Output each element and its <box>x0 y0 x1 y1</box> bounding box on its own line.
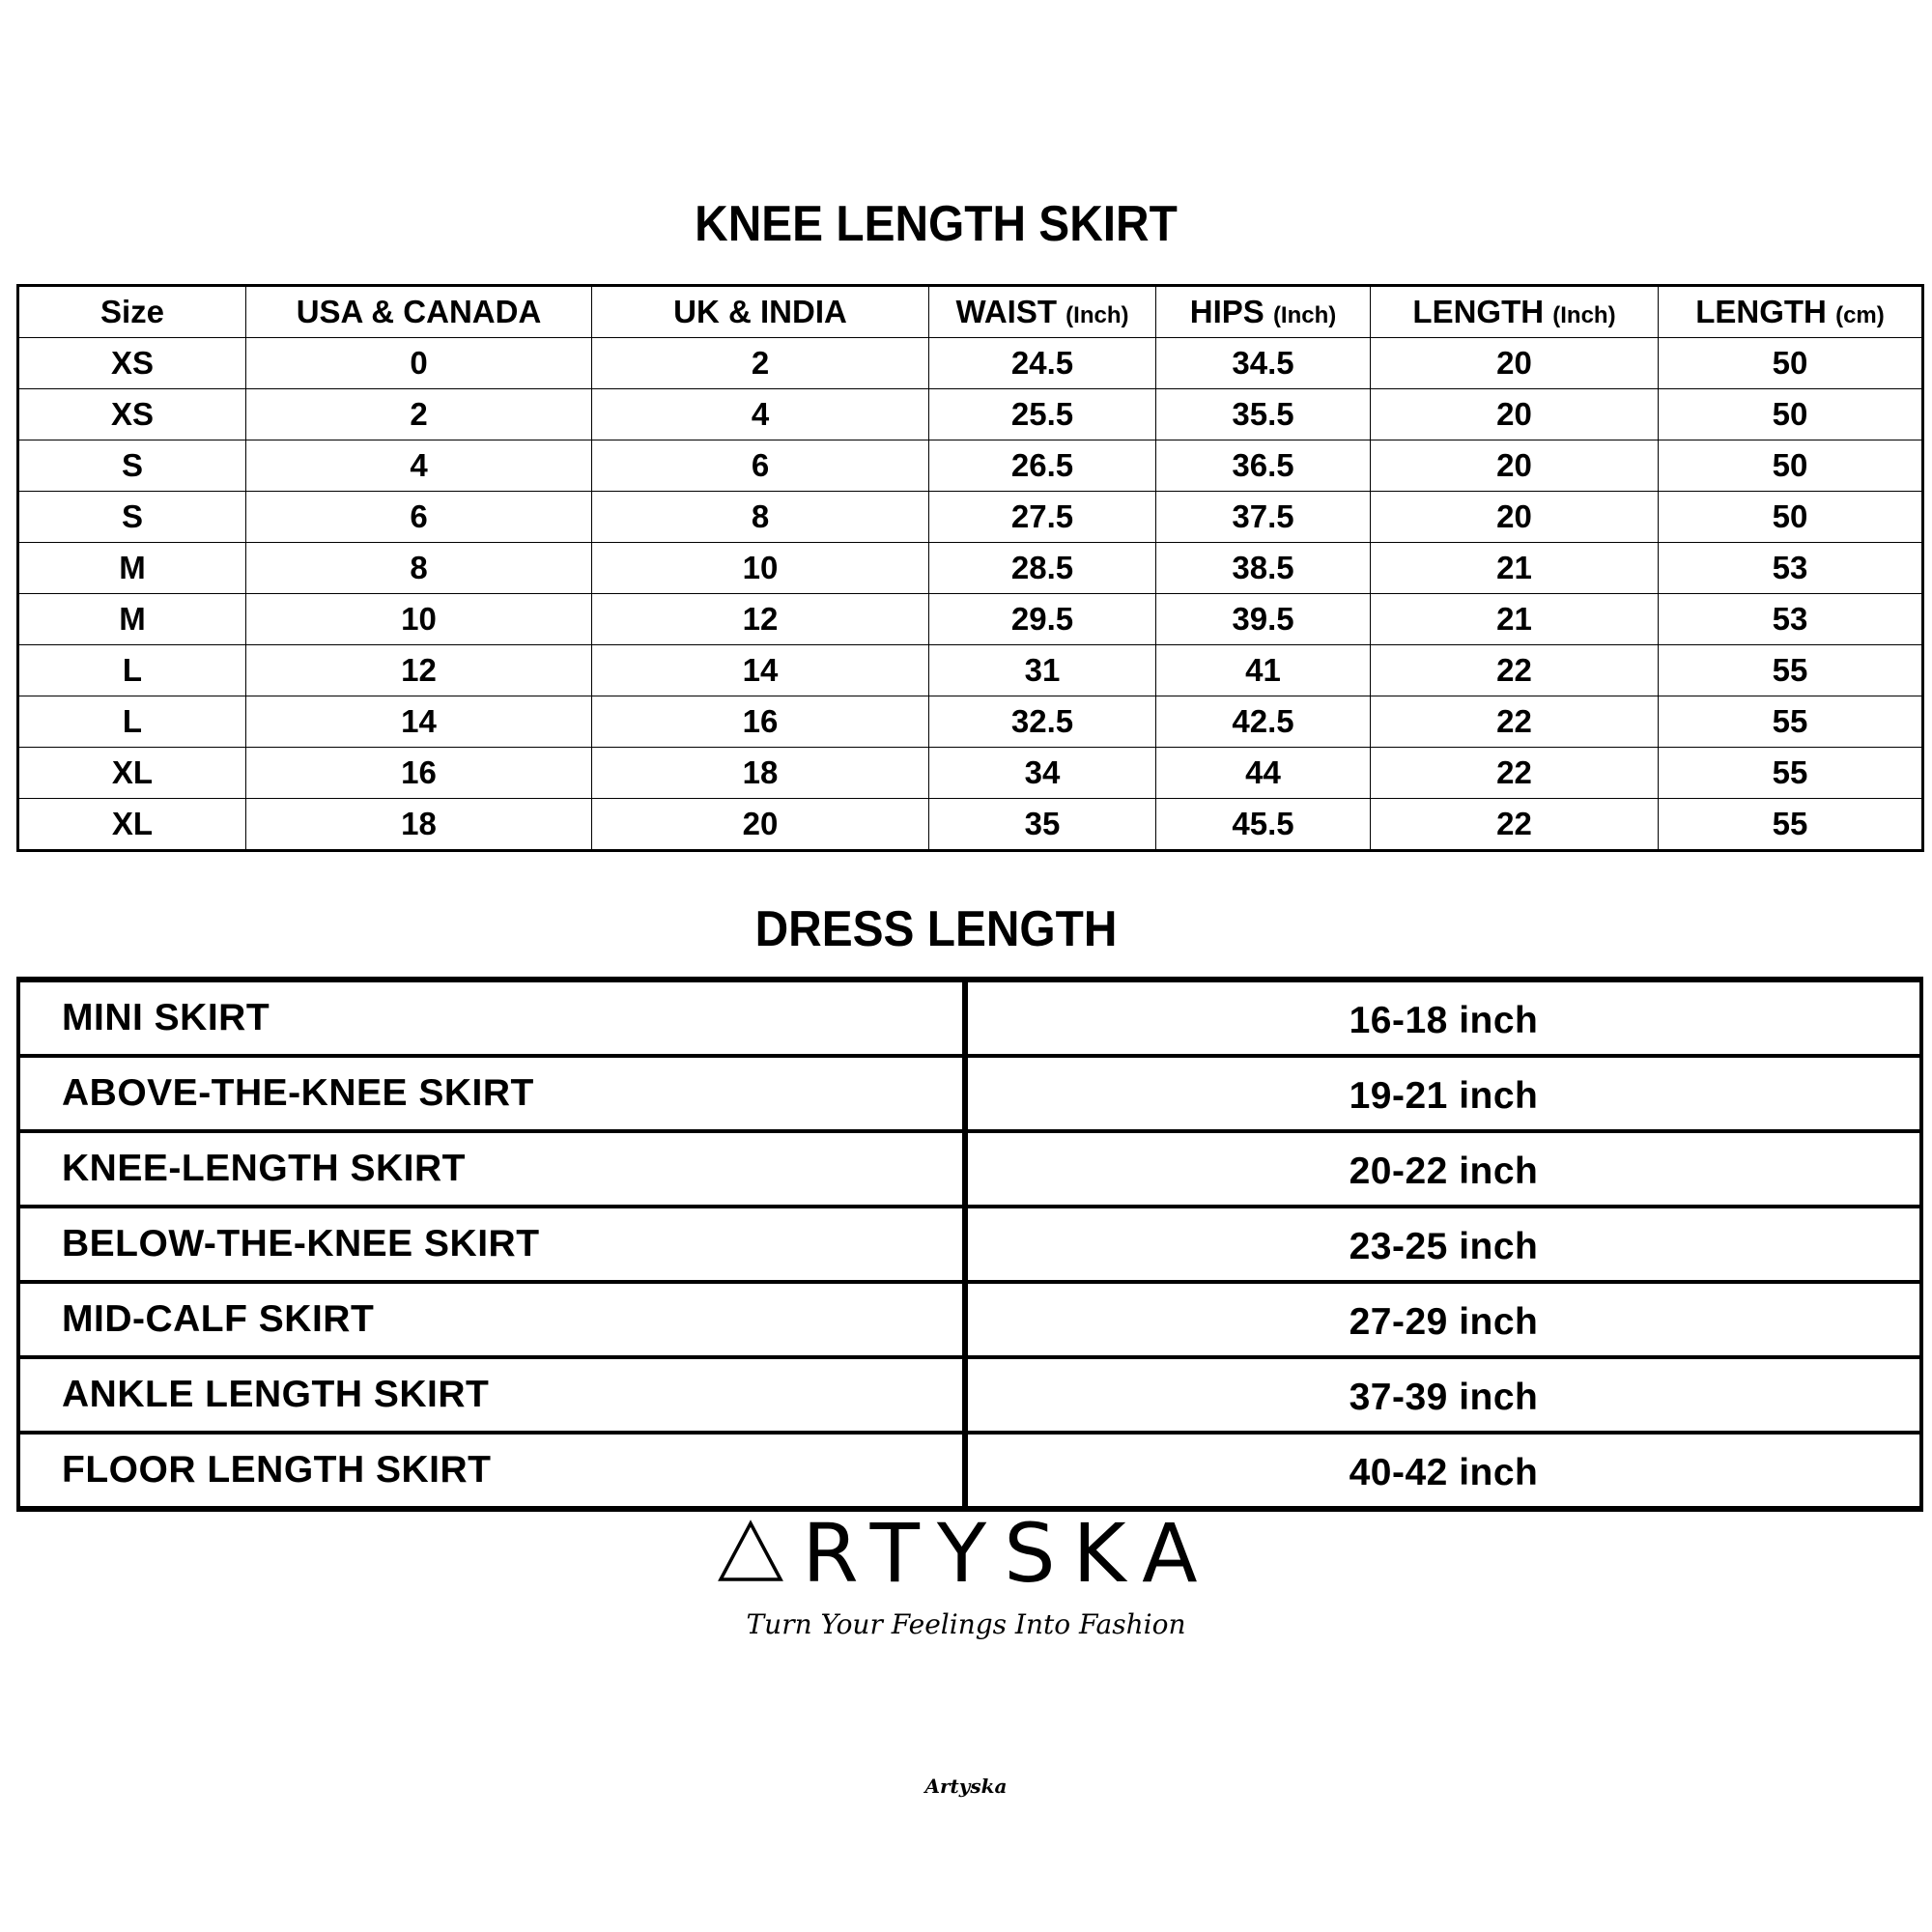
table-cell: 38.5 <box>1156 543 1371 594</box>
table-cell: 12 <box>592 594 929 645</box>
table-cell: 41 <box>1156 645 1371 696</box>
table-cell: XS <box>18 338 246 389</box>
length-value-cell: 27-29 inch <box>965 1282 1921 1357</box>
table-cell: 44 <box>1156 748 1371 799</box>
table-cell: 2 <box>246 389 592 440</box>
logo-triangle-a-icon <box>717 1520 784 1581</box>
table-cell: 22 <box>1371 696 1659 748</box>
length-value-cell: 20-22 inch <box>965 1131 1921 1207</box>
length-value-cell: 40-42 inch <box>965 1433 1921 1509</box>
table-cell: 34.5 <box>1156 338 1371 389</box>
table-cell: 10 <box>246 594 592 645</box>
table-cell: 34 <box>929 748 1156 799</box>
table-cell: 8 <box>592 492 929 543</box>
table-cell: 20 <box>1371 389 1659 440</box>
header-label: USA & CANADA <box>296 294 542 329</box>
table-cell: 29.5 <box>929 594 1156 645</box>
table-cell: 32.5 <box>929 696 1156 748</box>
table-cell: 14 <box>592 645 929 696</box>
table-cell: 22 <box>1371 645 1659 696</box>
table-row <box>18 440 1923 492</box>
length-name-cell: ANKLE LENGTH SKIRT <box>18 1357 965 1433</box>
header-label: Size <box>99 294 165 329</box>
table-cell: 55 <box>1659 748 1923 799</box>
table-cell: M <box>18 594 246 645</box>
length-value-cell: 19-21 inch <box>965 1056 1921 1131</box>
table-row <box>18 696 1923 748</box>
table-cell: 22 <box>1371 748 1659 799</box>
table-cell: 42.5 <box>1156 696 1371 748</box>
brand-tagline: Turn Your Feelings Into Fashion <box>746 1608 1186 1640</box>
brand-watermark: Artyska <box>924 1775 1008 1798</box>
header-label: WAIST <box>955 294 1057 329</box>
length-row <box>18 1056 1921 1131</box>
table-row <box>18 492 1923 543</box>
table-cell: 55 <box>1659 799 1923 851</box>
table-cell: XS <box>18 389 246 440</box>
table-cell: S <box>18 440 246 492</box>
table-cell: 8 <box>246 543 592 594</box>
table-row <box>18 338 1923 389</box>
length-value-cell: 37-39 inch <box>965 1357 1921 1433</box>
table-cell: 18 <box>592 748 929 799</box>
table-cell: 26.5 <box>929 440 1156 492</box>
size-chart-header-cell <box>1156 286 1371 338</box>
length-row <box>18 980 1921 1056</box>
size-chart-header-cell <box>246 286 592 338</box>
length-chart-title: DRESS LENGTH <box>754 901 1118 957</box>
header-unit: (cm) <box>1835 302 1885 328</box>
table-cell: S <box>18 492 246 543</box>
length-row <box>18 1131 1921 1207</box>
length-row <box>18 1433 1921 1509</box>
length-row <box>18 1282 1921 1357</box>
table-cell: 55 <box>1659 696 1923 748</box>
table-cell: 20 <box>1371 338 1659 389</box>
table-cell: 22 <box>1371 799 1659 851</box>
table-cell: 50 <box>1659 389 1923 440</box>
table-cell: 53 <box>1659 594 1923 645</box>
size-chart-header-cell <box>1371 286 1659 338</box>
table-cell: 0 <box>246 338 592 389</box>
table-cell: 10 <box>592 543 929 594</box>
table-cell: 25.5 <box>929 389 1156 440</box>
table-cell: 16 <box>592 696 929 748</box>
table-cell: 4 <box>246 440 592 492</box>
length-chart-body <box>18 980 1921 1509</box>
size-chart-title: KNEE LENGTH SKIRT <box>695 196 1178 252</box>
header-unit: (Inch) <box>1065 302 1129 328</box>
table-cell: 20 <box>1371 492 1659 543</box>
table-cell: 45.5 <box>1156 799 1371 851</box>
table-cell: 27.5 <box>929 492 1156 543</box>
table-cell: L <box>18 645 246 696</box>
brand-logo <box>0 1507 1932 1600</box>
header-unit: (Inch) <box>1552 302 1616 328</box>
table-cell: 55 <box>1659 645 1923 696</box>
header-label: LENGTH <box>1412 294 1545 329</box>
table-cell: 20 <box>1371 440 1659 492</box>
table-row <box>18 799 1923 851</box>
table-cell: XL <box>18 748 246 799</box>
length-name-cell: ABOVE-THE-KNEE SKIRT <box>18 1056 965 1131</box>
length-name-cell: KNEE-LENGTH SKIRT <box>18 1131 965 1207</box>
header-label: LENGTH <box>1695 294 1827 329</box>
table-cell: 36.5 <box>1156 440 1371 492</box>
length-chart-table <box>16 977 1923 1512</box>
table-cell: 21 <box>1371 594 1659 645</box>
table-row <box>18 748 1923 799</box>
length-name-cell: MID-CALF SKIRT <box>18 1282 965 1357</box>
table-cell: 50 <box>1659 440 1923 492</box>
table-cell: 24.5 <box>929 338 1156 389</box>
table-cell: 39.5 <box>1156 594 1371 645</box>
length-row <box>18 1357 1921 1433</box>
table-cell: 50 <box>1659 338 1923 389</box>
table-cell: 50 <box>1659 492 1923 543</box>
table-cell: 31 <box>929 645 1156 696</box>
table-cell: 35.5 <box>1156 389 1371 440</box>
table-cell: 28.5 <box>929 543 1156 594</box>
table-row <box>18 645 1923 696</box>
size-chart-header-cell <box>18 286 246 338</box>
table-cell: 21 <box>1371 543 1659 594</box>
size-chart-header-cell <box>1659 286 1923 338</box>
length-name-cell: BELOW-THE-KNEE SKIRT <box>18 1207 965 1282</box>
table-cell: 14 <box>246 696 592 748</box>
table-cell: 2 <box>592 338 929 389</box>
table-cell: 6 <box>592 440 929 492</box>
table-cell: 18 <box>246 799 592 851</box>
header-label: HIPS <box>1189 294 1264 329</box>
table-cell: XL <box>18 799 246 851</box>
table-cell: 53 <box>1659 543 1923 594</box>
header-unit: (Inch) <box>1272 302 1337 328</box>
table-cell: L <box>18 696 246 748</box>
table-cell: 12 <box>246 645 592 696</box>
table-row <box>18 543 1923 594</box>
length-name-cell: MINI SKIRT <box>18 980 965 1056</box>
size-chart-header-cell <box>929 286 1156 338</box>
table-cell: 35 <box>929 799 1156 851</box>
table-cell: 37.5 <box>1156 492 1371 543</box>
size-chart-header-cell <box>592 286 929 338</box>
table-cell: 6 <box>246 492 592 543</box>
size-chart-body <box>18 338 1923 851</box>
length-value-cell: 16-18 inch <box>965 980 1921 1056</box>
length-value-cell: 23-25 inch <box>965 1207 1921 1282</box>
table-row <box>18 594 1923 645</box>
table-cell: M <box>18 543 246 594</box>
table-cell: 4 <box>592 389 929 440</box>
table-cell: 16 <box>246 748 592 799</box>
size-chart-header-row <box>18 286 1923 338</box>
length-name-cell: FLOOR LENGTH SKIRT <box>18 1433 965 1509</box>
header-label: UK & INDIA <box>673 294 847 329</box>
brand-logo-text: RTYSKA <box>802 1506 1215 1601</box>
table-cell: 20 <box>592 799 929 851</box>
table-row <box>18 389 1923 440</box>
size-chart-table <box>16 284 1924 852</box>
length-row <box>18 1207 1921 1282</box>
